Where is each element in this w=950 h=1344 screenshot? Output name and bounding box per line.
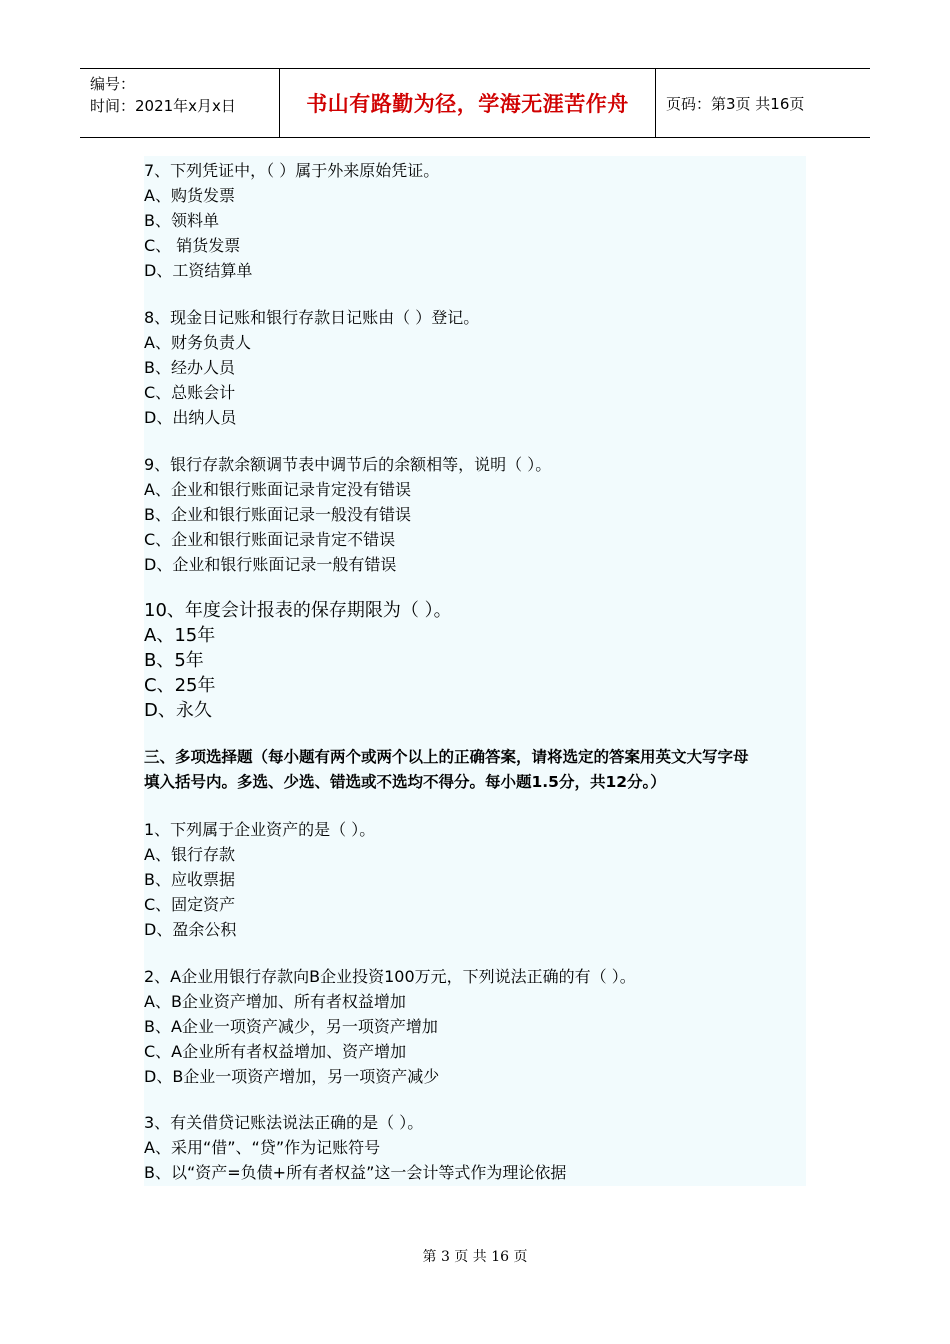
section-heading-line-2: 填入括号内。多选、少选、错选或不选均不得分。每小题1.5分，共12分。）	[144, 773, 666, 791]
page-footer: 第 3 页 共 16 页	[422, 1249, 528, 1265]
page-header	[80, 68, 870, 138]
question-8	[144, 305, 479, 430]
option-a: A、15年	[144, 625, 216, 646]
header-motto: 书山有路勤为径，学海无涯苦作舟	[280, 69, 656, 137]
exam-content	[144, 156, 806, 1186]
option-a: A、B企业资产增加、所有者权益增加	[144, 992, 406, 1011]
header-page-indicator: 页码：第3页 共16页	[666, 94, 805, 113]
option-a: A、银行存款	[144, 845, 235, 864]
option-d: D、工资结算单	[144, 261, 253, 280]
question-stem: 1、下列属于企业资产的是（ ）。	[144, 820, 376, 839]
option-d: D、永久	[144, 700, 212, 721]
option-b: B、应收票据	[144, 870, 235, 889]
multi-question-3	[144, 1110, 566, 1185]
option-c: C、25年	[144, 675, 216, 696]
option-b: B、企业和银行账面记录一般没有错误	[144, 505, 411, 524]
question-stem: 8、现金日记账和银行存款日记账由（ ）登记。	[144, 308, 480, 327]
section-heading	[144, 745, 749, 795]
option-a: A、采用“借”、“贷”作为记账符号	[144, 1138, 381, 1157]
option-b: B、以“资产=负债+所有者权益”这一会计等式作为理论依据	[144, 1163, 567, 1182]
option-a: A、购货发票	[144, 186, 235, 205]
multi-question-2	[144, 964, 636, 1089]
question-stem: 2、A企业用银行存款向B企业投资100万元，下列说法正确的有（ ）。	[144, 967, 636, 986]
option-d: D、B企业一项资产增加，另一项资产减少	[144, 1067, 440, 1086]
option-b: B、领料单	[144, 211, 219, 230]
option-c: C、A企业所有者权益增加、资产增加	[144, 1042, 407, 1061]
multi-question-1	[144, 817, 375, 942]
header-info-cell	[80, 69, 280, 137]
option-c: C、企业和银行账面记录肯定不错误	[144, 530, 396, 549]
option-c: C、 销货发票	[144, 236, 241, 255]
option-b: B、经办人员	[144, 358, 235, 377]
document-date-label: 时间：2021年x月x日	[90, 97, 236, 115]
question-stem: 7、下列凭证中，（ ）属于外来原始凭证。	[144, 161, 440, 180]
option-c: C、总账会计	[144, 383, 236, 402]
question-stem: 3、有关借贷记账法说法正确的是（ ）。	[144, 1113, 424, 1132]
question-stem: 10、年度会计报表的保存期限为（ ）。	[144, 600, 452, 621]
question-9	[144, 452, 551, 577]
option-d: D、出纳人员	[144, 408, 237, 427]
option-c: C、固定资产	[144, 895, 236, 914]
option-d: D、企业和银行账面记录一般有错误	[144, 555, 397, 574]
question-10	[144, 598, 452, 723]
option-b: B、5年	[144, 650, 204, 671]
document-number-label: 编号：	[90, 75, 136, 93]
section-heading-line-1: 三、多项选择题（每小题有两个或两个以上的正确答案，请将选定的答案用英文大写字母	[144, 748, 749, 766]
option-a: A、财务负责人	[144, 333, 251, 352]
option-d: D、盈余公积	[144, 920, 237, 939]
question-7	[144, 158, 439, 283]
option-a: A、企业和银行账面记录肯定没有错误	[144, 480, 411, 499]
option-b: B、A企业一项资产减少，另一项资产增加	[144, 1017, 438, 1036]
question-stem: 9、银行存款余额调节表中调节后的余额相等，说明（ ）。	[144, 455, 552, 474]
